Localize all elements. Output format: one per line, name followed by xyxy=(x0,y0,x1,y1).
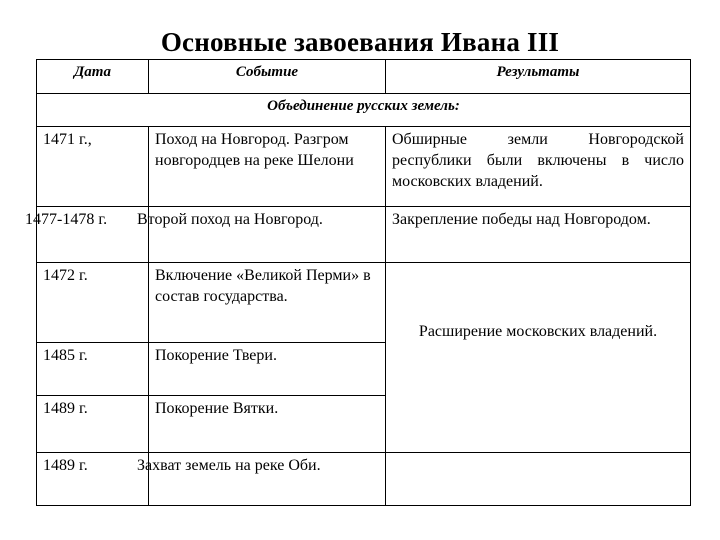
table-row xyxy=(37,453,691,506)
table-row xyxy=(37,263,691,343)
table-header-row xyxy=(37,60,691,94)
table-row xyxy=(37,127,691,207)
cell-event: Второй поход на Новгород. xyxy=(149,207,386,263)
cell-result-merged: Расширение московских владений. xyxy=(386,263,691,453)
cell-result xyxy=(386,453,691,506)
cell-date: 1485 г. xyxy=(37,343,149,396)
cell-date: 1472 г. xyxy=(37,263,149,343)
page-title: Основные завоевания Ивана III xyxy=(160,27,560,57)
section-heading: Объединение русских земель: xyxy=(37,94,691,127)
header-event: Событие xyxy=(149,60,386,94)
cell-event: Захват земель на реке Оби. xyxy=(149,453,386,506)
cell-date: 1489 г. xyxy=(37,453,149,506)
conquests-table xyxy=(25,59,691,506)
cell-event: Включение «Великой Перми» в состав государства. xyxy=(149,263,386,343)
cell-result: Обширные земли Новгородской республики были включены в число московских владений. xyxy=(386,127,691,207)
cell-date: 1489 г. xyxy=(37,396,149,453)
cell-event: Покорение Твери. xyxy=(149,343,386,396)
cell-event: Покорение Вятки. xyxy=(149,396,386,453)
table-row xyxy=(37,207,691,263)
cell-event: Поход на Новгород. Разгром новгородцев на реке Шелони xyxy=(149,127,386,207)
header-results: Результаты xyxy=(386,60,691,94)
cell-date: 1471 г., xyxy=(37,127,149,207)
header-date: Дата xyxy=(37,60,149,94)
cell-result: Закрепление победы над Новгородом. xyxy=(386,207,691,263)
cell-date: 1477-1478 г. xyxy=(37,207,149,263)
section-row xyxy=(37,94,691,127)
